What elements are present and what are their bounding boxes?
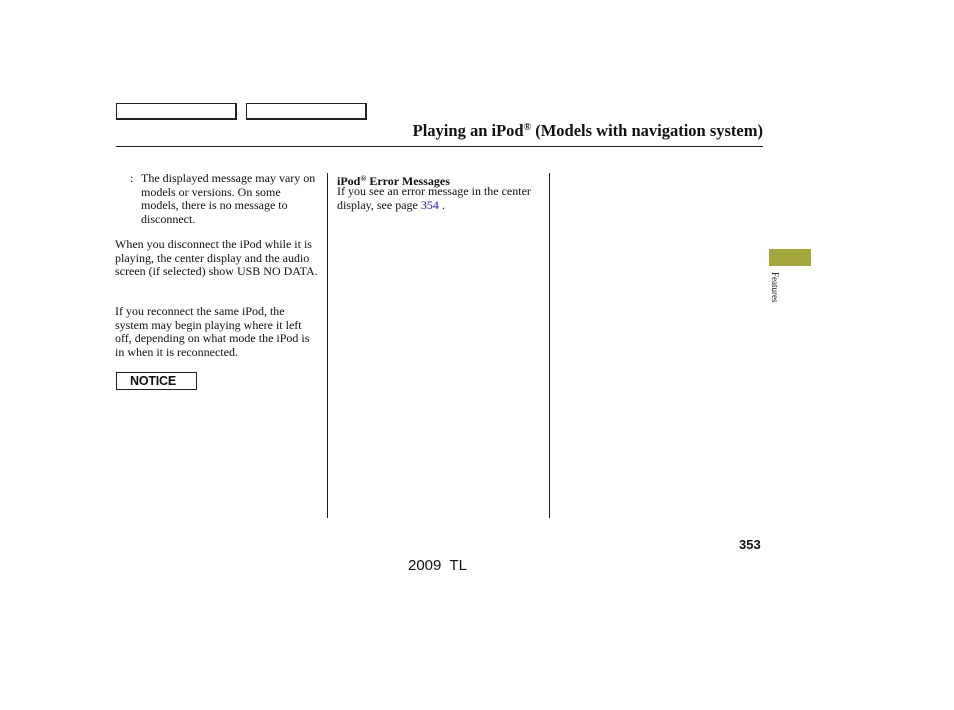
- error-messages-body: [337, 185, 537, 212]
- notice-badge: NOTICE: [116, 372, 197, 390]
- heading-text: iPod: [337, 174, 361, 188]
- registered-mark: ®: [360, 174, 367, 183]
- nav-button-contents[interactable]: [116, 103, 237, 120]
- column-divider-left: [327, 173, 328, 518]
- page-title-text: Playing an iPod: [412, 121, 524, 140]
- paragraph-disconnect: When you disconnect the iPod while it is playing, the center display and the audio screen (if selected) show USB NO DATA.: [115, 237, 318, 278]
- note-block: [130, 172, 320, 226]
- body-text: If you see an error message in the center display, see page: [337, 184, 531, 212]
- page-title: [413, 121, 763, 141]
- body-end: .: [438, 197, 445, 212]
- page-number: 353: [739, 537, 761, 552]
- column-divider-right: [549, 173, 550, 518]
- section-label: Features: [770, 272, 780, 303]
- page-title-subtext: (Models with navigation system): [531, 121, 763, 140]
- note-marker: :: [130, 171, 134, 185]
- title-divider: [116, 146, 763, 147]
- footer-model: 2009 TL: [408, 557, 467, 574]
- section-tab: [769, 249, 811, 266]
- note-text: The displayed message may vary on models or versions. On some models, there is no message to disconnect.: [141, 171, 316, 226]
- page-reference-link[interactable]: 354: [420, 197, 439, 212]
- heading-subtext: Error Messages: [366, 174, 450, 188]
- paragraph-reconnect: If you reconnect the same iPod, the system may begin playing where it left off, depending on what mode the iPod is in when it is reconnected.: [115, 304, 310, 359]
- registered-mark: ®: [523, 122, 532, 133]
- nav-button-index[interactable]: [246, 103, 367, 120]
